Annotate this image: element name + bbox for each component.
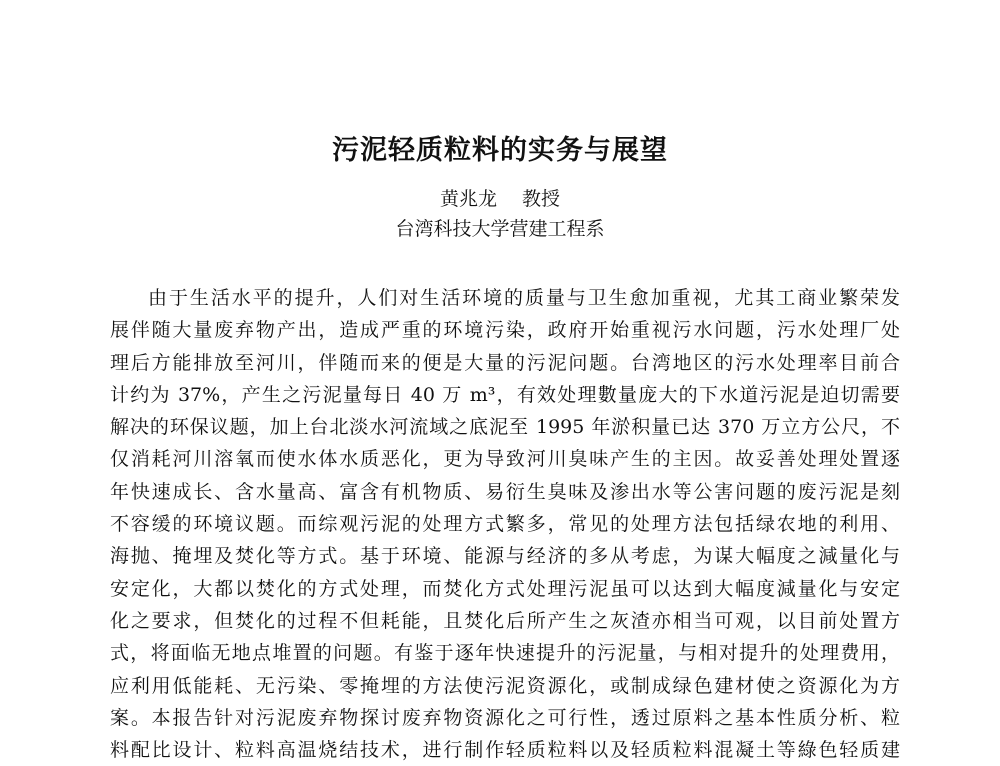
paragraph-line: 解决的环保议题，加上台北淡水河流域之底泥至 1995 年淤积量已达 370 万立方公尺，不 bbox=[110, 416, 900, 439]
paragraph-line: 年快速成长、含水量高、富含有机物质、易衍生臭味及渗出水等公害问题的废污泥是刻 bbox=[110, 480, 900, 503]
paragraph-line: 仅消耗河川溶氧而使水体水质恶化，更为导致河川臭味产生的主因。故妥善处理处置逐 bbox=[110, 448, 900, 471]
paragraph-line: 料配比设计、粒料高温烧结技术，进行制作轻质粒料以及轻质粒料混凝土等綠色轻质建 bbox=[110, 739, 900, 762]
paragraph-line: 海抛、掩埋及焚化等方式。基于环境、能源与经济的多从考虑，为谋大幅度之減量化与 bbox=[110, 545, 900, 568]
body-paragraph bbox=[110, 282, 900, 766]
affiliation-line: 台湾科技大学营建工程系 bbox=[395, 218, 605, 240]
paragraph-line: 不容缓的环境议题。而综观污泥的处理方式繁多，常见的处理方法包括绿农地的利用、 bbox=[110, 513, 900, 536]
paragraph-line: 案。本报告针对污泥废弃物探讨废弃物资源化之可行性，透过原料之基本性质分析、粒 bbox=[110, 706, 900, 729]
paragraph-line: 安定化，大都以焚化的方式处理，而焚化方式处理污泥虽可以达到大幅度減量化与安定 bbox=[110, 577, 900, 600]
paragraph-line: 应利用低能耗、无污染、零掩埋的方法使污泥资源化，或制成绿色建材使之资源化为方 bbox=[110, 674, 900, 697]
paragraph-line: 计约为 37%，产生之污泥量每日 40 万 m³，有效处理數量庞大的下水道污泥是迫切需要 bbox=[110, 383, 900, 406]
paragraph-line: 展伴随大量废弃物产出，造成严重的环境污染，政府开始重视污水问题，污水处理厂处 bbox=[110, 319, 900, 342]
paragraph-line: 化之要求，但焚化的过程不但耗能，且焚化后所产生之灰渣亦相当可观，以目前处置方 bbox=[110, 609, 900, 632]
document-title: 污泥轻质粒料的实务与展望 bbox=[332, 135, 668, 166]
paragraph-line: 式，将面临无地点堆置的问题。有鉴于逐年快速提升的污泥量，与相对提升的处理费用， bbox=[110, 642, 900, 665]
paragraph-line: 理后方能排放至河川，伴随而来的便是大量的污泥问题。台湾地区的污水处理率目前合 bbox=[110, 351, 900, 374]
paragraph-line: 由于生活水平的提升，人们对生活环境的质量与卫生愈加重视，尤其工商业繁荣发 bbox=[148, 287, 900, 309]
author-line: 黄兆龙 教授 bbox=[439, 188, 561, 210]
